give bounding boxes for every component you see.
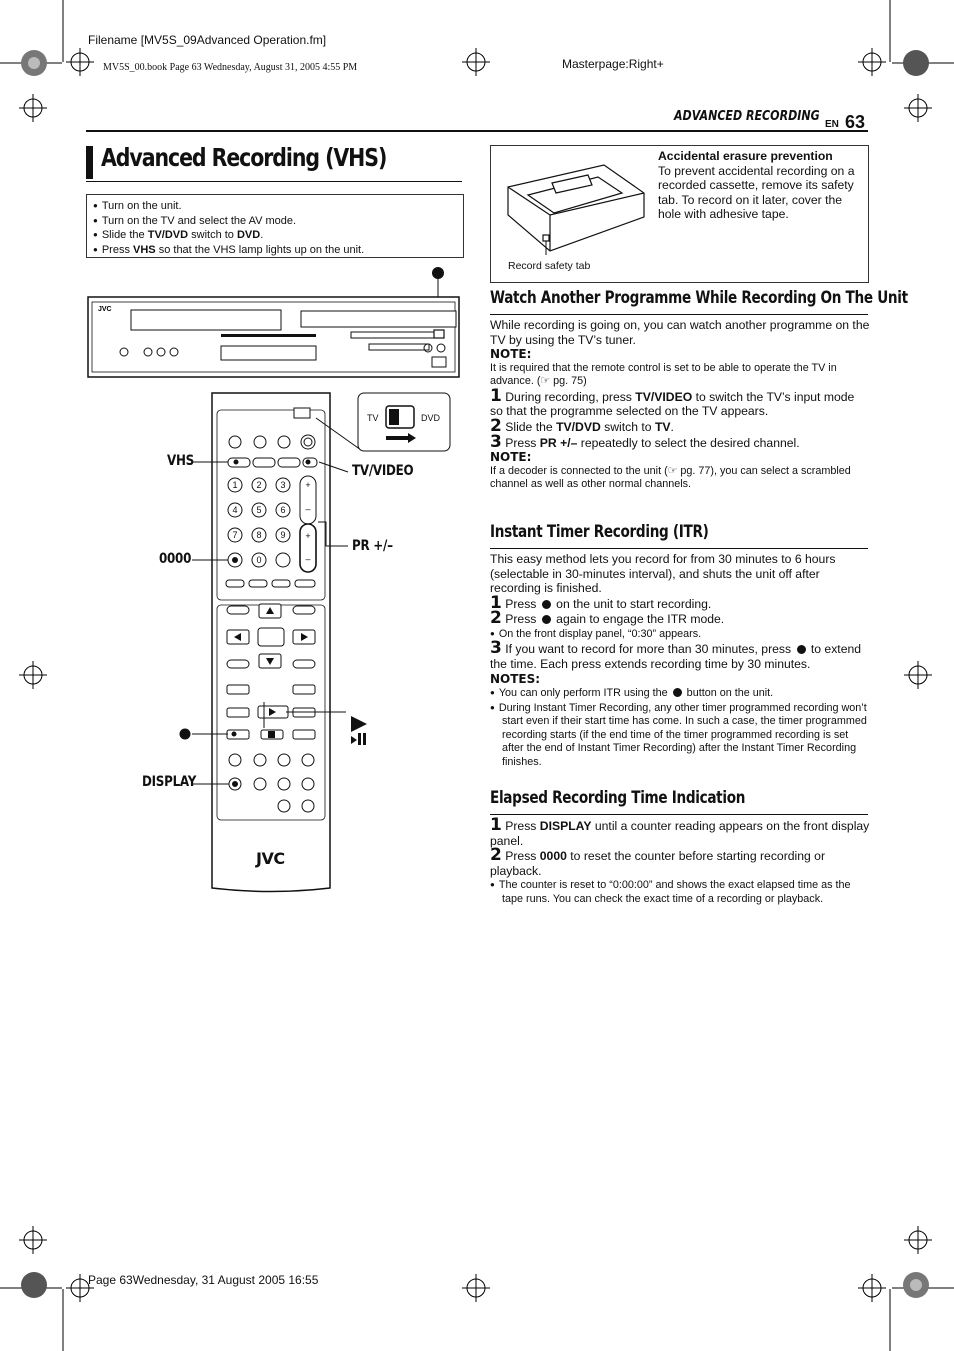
elapsed-step-2: 2 Press 0000 to reset the counter before starting recording or playback. [490,845,826,878]
section-heading-itr: Instant Timer Recording (ITR) [490,522,709,542]
pause-icon [351,733,366,745]
callout-vhs: VHS [167,453,194,469]
svg-text:+: + [305,531,311,541]
itr-intro: This easy method lets you record for from 30 minutes to 6 hours (selectable in 30-minutes interval), and shuts the unit off after recording is finished. [490,552,836,596]
itr-note-1: ● You can only perform ITR using the button on the unit. [490,686,870,701]
watch-section [490,318,870,492]
watch-step-3: 3 Press PR +/– repeatedly to select the desired channel. [490,431,800,452]
svg-text:3: 3 [280,480,286,490]
section-rule [490,314,868,315]
section-rule [490,814,868,815]
switch-tv-label: TV [367,413,379,423]
itr-step-2: 2 Press again to engage the ITR mode. [490,608,725,629]
filename-label: Filename [MV5S_09Advanced Operation.fm] [88,33,327,47]
preparation-box [86,194,464,258]
callout-display: DISPLAY [142,774,197,790]
record-dot-icon [180,729,191,740]
record-dot-icon [542,600,551,609]
elapsed-step-1: 1 Press DISPLAY until a counter reading appears on the front display panel. [490,815,870,848]
svg-text:JVC: JVC [98,306,112,313]
play-icon [351,716,367,732]
prep-item: ● Slide the TV/DVD switch to DVD. [93,228,463,243]
watch-step-1: 1 During recording, press TV/VIDEO to switch the TV’s input mode so that the programme selected on the TV appears. [490,385,855,419]
record-dot-icon [673,688,682,697]
title-accent-bar [86,146,93,179]
prep-item: ● Turn on the TV and select the AV mode. [93,214,463,229]
callout-pr: PR +/– [352,538,393,554]
cassette-illustration [496,155,656,255]
note-heading: NOTE: [490,450,532,465]
masterpage-label: Masterpage:Right+ [562,57,664,71]
svg-text:6: 6 [280,505,286,515]
svg-text:9: 9 [280,530,286,540]
watch-note-2: If a decoder is connected to the unit (☞ pg. 77), you can select a scrambled channel as well as other normal channels. [490,464,851,491]
prep-item: ● Turn on the unit. [93,199,463,214]
svg-text:–: – [305,554,311,564]
title-rule [86,181,462,182]
watch-note: It is required that the remote control is set to be able to operate the TV in advance. (☞ pg. 75) [490,361,837,388]
switch-dvd-label: DVD [421,413,441,423]
svg-text:–: – [305,504,311,514]
notes-heading: NOTES: [490,671,541,686]
record-dot-icon [797,645,806,654]
footer-info: Page 63Wednesday, 31 August 2005 16:55 [88,1273,319,1287]
section-heading-watch: Watch Another Programme While Recording On The Unit [490,288,908,308]
watch-step-2: 2 Slide the TV/DVD switch to TV. [490,415,674,436]
callout-0000: 0000 [159,551,192,567]
vcr-unit-illustration [86,262,466,382]
prep-item: ● Press VHS so that the VHS lamp lights up on the unit. [93,243,463,258]
elapsed-section [490,815,870,906]
svg-text:4: 4 [232,505,238,515]
svg-text:7: 7 [232,530,238,540]
brand-logo: JVC [256,849,285,868]
svg-text:0: 0 [256,555,262,565]
itr-note-2: ● During Instant Timer Recording, any other timer programmed recording won’t start even if their start time has come. In such a case, the timer programmed recording starts (if the end time of the timer programmed recording is set after the end of Instant Timer Recording) after the Instant Timer Recording finishes. [490,701,870,770]
itr-step-2-bullet: ● On the front display panel, “0:30” appears. [490,627,870,642]
itr-step-1: 1 Press on the unit to start recording. [490,592,712,613]
section-heading-elapsed: Elapsed Recording Time Indication [490,788,746,808]
svg-text:8: 8 [256,530,262,540]
svg-text:5: 5 [256,505,262,515]
book-info: MV5S_00.book Page 63 Wednesday, August 31, 2005 4:55 PM [103,62,358,73]
erasure-body: To prevent accidental recording on a recorded cassette, remove its safety tab. To record on it later, cover the hole with adhesive tape. [658,163,855,222]
header-rule [86,130,868,132]
erasure-title: Accidental erasure prevention [658,149,833,163]
section-rule [490,548,868,549]
callout-tv-video: TV/VIDEO [352,463,414,479]
lang-tag: EN [825,119,839,130]
running-header: ADVANCED RECORDING [674,109,820,124]
record-dot-icon [432,267,444,279]
itr-step-3: 3 If you want to record for more than 30 minutes, press to extend the time. Each press extends recording time by 30 minutes. [490,638,862,672]
page-title: Advanced Recording (VHS) [101,143,387,172]
itr-section [490,552,870,769]
svg-text:1: 1 [232,480,238,490]
svg-text:+: + [305,480,311,490]
watch-intro: While recording is going on, you can watch another programme on the TV by using the TV’s tuner. [490,318,870,347]
erasure-text [658,149,864,222]
note-heading: NOTE: [490,347,532,362]
svg-text:2: 2 [256,480,262,490]
record-dot-icon [542,615,551,624]
page-number: 63 [845,112,866,132]
elapsed-step-2-bullet: ● The counter is reset to “0:00:00” and shows the exact elapsed time as the tape runs. You can check the exact time of a recording or playback. [490,878,870,906]
safety-tab-caption: Record safety tab [508,260,591,272]
